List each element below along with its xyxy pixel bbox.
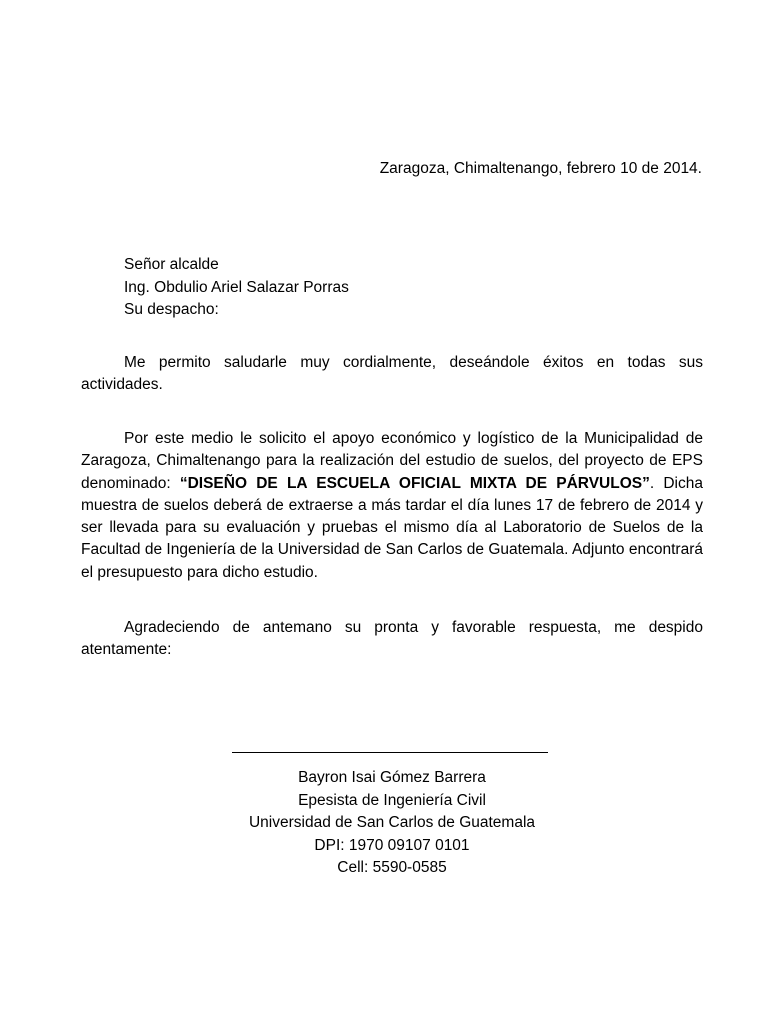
signer-university: Universidad de San Carlos de Guatemala	[248, 814, 536, 832]
project-name: “DISEÑO DE LA ESCUELA OFICIAL MIXTA DE PÁRVULOS”	[179, 474, 650, 492]
signer-cell: Cell: 5590-0585	[337, 859, 447, 877]
request-text-part2: . Dicha muestra de suelos deberá de extraerse a más tardar el día lunes 17 de febrero de 2014 y ser llevada para su evaluación y pruebas el mismo día al Laboratorio de Suelos de la Facultad de Ingeniería de la Universidad de San Carlos de Guatemala. Adjunto encontrará el presupuesto para dicho estudio.	[81, 474, 703, 581]
recipient-office: Su despacho:	[124, 301, 219, 318]
signature-line	[232, 752, 548, 753]
signer-name: Bayron Isai Gómez Barrera	[298, 769, 486, 786]
recipient-name: Ing. Obdulio Ariel Salazar Porras	[124, 278, 349, 296]
request-paragraph	[81, 428, 703, 584]
signature-block	[192, 767, 592, 880]
recipient-block	[124, 254, 349, 322]
signer-role: Epesista de Ingeniería Civil	[298, 791, 486, 809]
signer-dpi: DPI: 1970 09107 0101	[314, 836, 470, 854]
request-text-part1: Por este medio le solicito el apoyo económico y logístico de la Municipalidad de Zaragoza, Chimaltenango para la realización del estudio de suelos, del proyecto de EPS denominado:	[81, 430, 703, 492]
date-line: Zaragoza, Chimaltenango, febrero 10 de 2014.	[379, 160, 702, 177]
closing-paragraph: Agradeciendo de antemano su pronta y favorable respuesta, me despido atentamente:	[81, 619, 703, 659]
greeting-paragraph: Me permito saludarle muy cordialmente, deseándole éxitos en todas sus actividades.	[81, 354, 703, 394]
recipient-title: Señor alcalde	[124, 256, 219, 273]
